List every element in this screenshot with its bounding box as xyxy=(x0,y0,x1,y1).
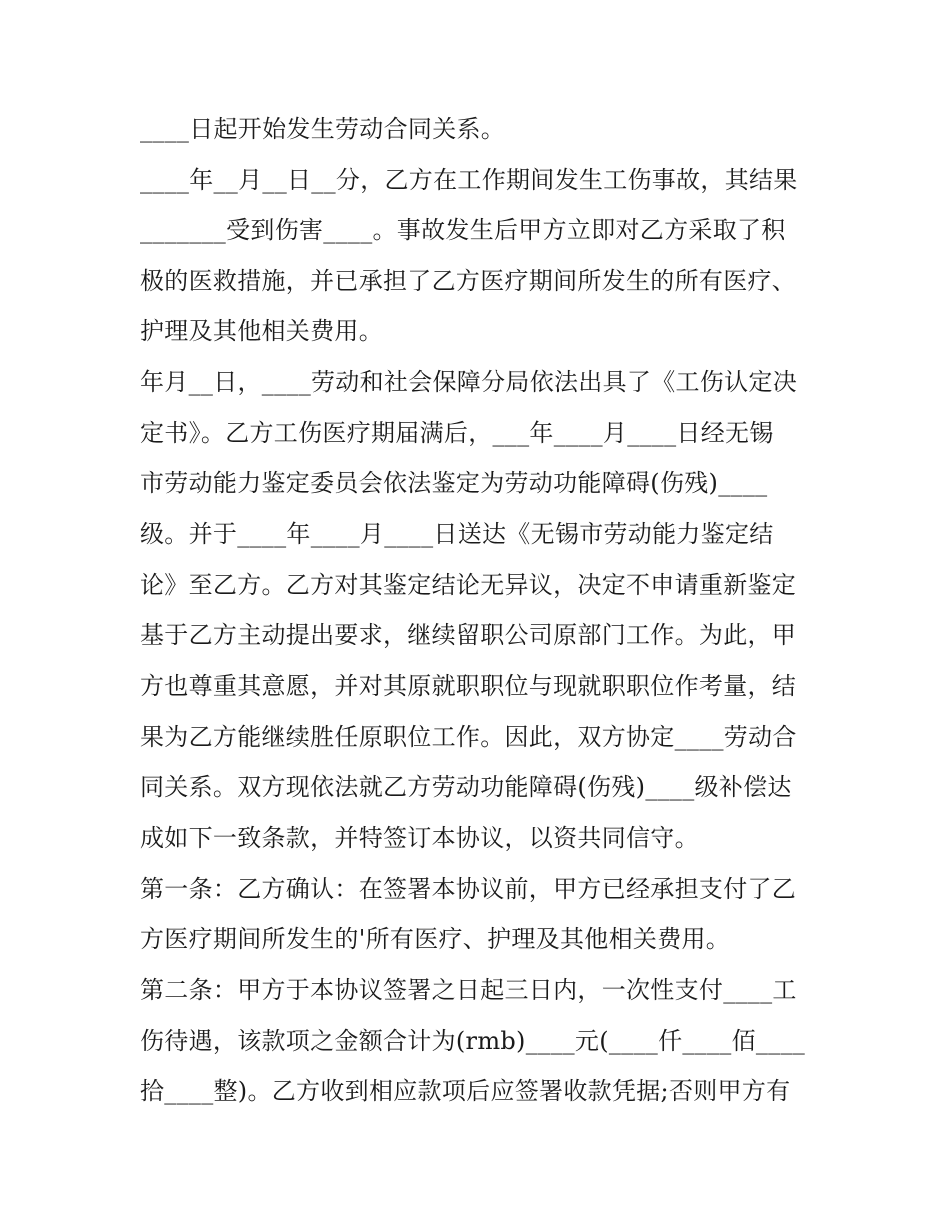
paragraph-line: 定书》。乙方工伤医疗期届满后，___年____月____日经无锡 xyxy=(140,419,774,447)
paragraph-line: _______受到伤害____。事故发生后甲方立即对乙方采取了积 xyxy=(140,216,786,244)
paragraph-line: 方也尊重其意愿，并对其原就职职位与现就职职位作考量，结 xyxy=(140,672,797,700)
paragraph-line: 拾____整)。乙方收到相应款项后应签署收款凭据;否则甲方有 xyxy=(140,1077,791,1105)
paragraph-line: 年月__日，____劳动和社会保障分局依法出具了《工伤认定决 xyxy=(140,368,797,396)
paragraph-line: 护理及其他相关费用。 xyxy=(140,317,383,345)
paragraph-line: 成如下一致条款，并特签订本协议，以资共同信守。 xyxy=(140,824,699,852)
paragraph-line: 基于乙方主动提出要求，继续留职公司原部门工作。为此，甲 xyxy=(140,621,797,649)
paragraph-line: 第一条：乙方确认：在签署本协议前，甲方已经承担支付了乙 xyxy=(140,875,797,903)
paragraph-line: 方医疗期间所发生的'所有医疗、护理及其他相关费用。 xyxy=(140,925,731,953)
paragraph-line: 伤待遇，该款项之金额合计为(rmb)____元(____仟____佰____ xyxy=(140,1027,806,1055)
paragraph-line: 论》至乙方。乙方对其鉴定结论无异议，决定不申请重新鉴定 xyxy=(140,571,797,599)
paragraph-line: ____年__月__日__分，乙方在工作期间发生工伤事故，其结果 xyxy=(140,166,798,194)
paragraph-line: 市劳动能力鉴定委员会依法鉴定为劳动功能障碍(伤残)____ xyxy=(140,469,768,497)
paragraph-line: 极的医救措施，并已承担了乙方医疗期间所发生的所有医疗、 xyxy=(140,267,797,295)
paragraph-line: 级。并于____年____月____日送达《无锡市劳动能力鉴定结 xyxy=(140,520,774,548)
paragraph-line: ____日起开始发生劳动合同关系。 xyxy=(140,115,506,143)
paragraph-line: 第二条：甲方于本协议签署之日起三日内，一次性支付____工 xyxy=(140,976,797,1004)
paragraph-line: 同关系。双方现依法就乙方劳动功能障碍(伤残)____级补偿达 xyxy=(140,773,792,801)
paragraph-line: 果为乙方能继续胜任原职位工作。因此，双方协定____劳动合 xyxy=(140,723,797,751)
